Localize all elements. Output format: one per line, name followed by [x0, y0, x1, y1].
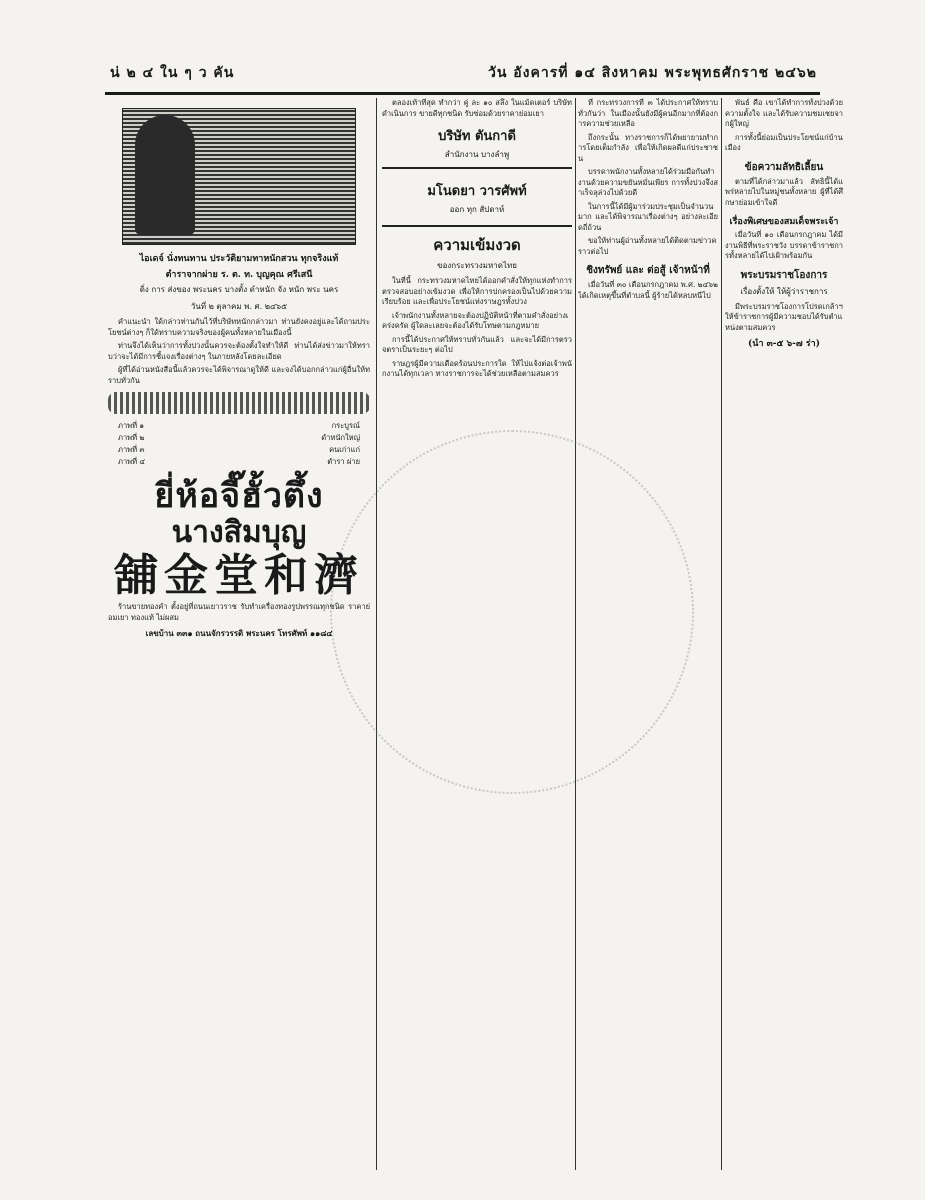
article-body: [108, 317, 370, 386]
paragraph: ในการนี้ได้มีผู้มาร่วมประชุมเป็นจำนวนมาก และได้พิจารณาเรื่องต่างๆ อย่างละเอียดถี่ถ้วน: [578, 201, 718, 232]
column-divider: [721, 98, 722, 1170]
picture-list: [108, 420, 370, 468]
continuation-note: (นำ ๓-๕ ๖-๗ ร่า): [748, 339, 820, 349]
column-3: [578, 98, 718, 1178]
news-body: เมื่อวันที่ ๓๐ เดือนกรกฎาคม พ.ศ. ๒๔๖๒ ได้เกิดเหตุขึ้นที่ตำบลนี้ ผู้ร้ายได้หลบหนีไป: [578, 280, 718, 300]
paragraph: พันธ์ คือ เขาได้ทำการทั้งปวงด้วยความตั้งใจ และได้รับความชมเชยจากผู้ใหญ่: [725, 98, 843, 128]
ornamental-banner: [108, 392, 370, 414]
paragraph: ที่ กระทรวงการที่ ๓ ได้ประกาศให้ทราบทั่วกันว่า ในเมืองนั้นยังมีผู้คนอีกมากที่ต้องการความช่วยเหลือ: [578, 98, 718, 128]
paragraph: ขอให้ท่านผู้อ่านทั้งหลายได้ติดตามข่าวคราวต่อไป: [578, 236, 717, 256]
column-divider: [575, 98, 576, 1170]
article-location: ดิ่ง การ ส่งของ พระนคร บางตั้ง ดำหนัก จัง หนัก พระ นคร: [139, 285, 339, 294]
portrait-caption: ไอเดจ์ นั่งทนทาน ประวัติยามทาหนักสวน ทุกจริงแท้: [139, 254, 339, 264]
article-body: [578, 98, 718, 257]
periodical-title: มโนดยา วารศัพท์: [427, 184, 527, 199]
list-item: ภาพที่ ๓ คนเก่าแก่: [118, 445, 360, 454]
header-date: วัน อังคารที่ ๑๔ สิงหาคม พระพุทธศักราช ๒๔๖๒: [487, 65, 817, 81]
paragraph: การนี้ได้ประกาศให้ทราบทั่วกันแล้ว และจะได้มีการตรวจตราเป็นระยะๆ ต่อไป: [382, 334, 572, 354]
article-body: [725, 98, 843, 154]
column-1: [108, 98, 370, 1178]
paragraph: ผู้ที่ได้อ่านหนังสือนี้แล้วควรจะได้พิจารณาดูให้ดี และจงได้บอกกล่าวแก่ผู้อื่นให้ทราบทั่วกัน: [108, 365, 370, 385]
ad-chinese-name: 舖金堂和濟: [114, 550, 364, 601]
company-name: บริษัท ตันกาดี: [438, 129, 516, 144]
list-item: ภาพที่ ๒ ดำหนักใหญ่: [118, 433, 360, 442]
periodical-sub: ออก ทุก สัปดาห์: [449, 205, 505, 214]
section-title: พระบรมราชโองการ: [740, 269, 828, 281]
shoe-advert-text: ตลองเท้าที่สุด ทำกว่า คู่ ละ ๑๐ สลึง ในแม้ดเตอร์ บริษัท ดำเนินการ ขายดีทุกชนิด รับซ่อมด้วยราคาย่อมเยา: [382, 98, 572, 118]
section-title: ข้อความลัทธิเลี้ยน: [744, 161, 824, 173]
ad-brand-thai: ยี่ห้อจี๊ฮั้วตึ้ง: [154, 476, 324, 516]
periodical-box: [382, 167, 572, 227]
ad-owner-name: นางสิมบุญ: [171, 515, 307, 550]
paragraph: ราษฎรผู้มีความเดือดร้อนประการใด ให้ไปแจ้งต่อเจ้าพนักงานได้ทุกเวลา ทางราชการจะได้ช่วยเหลือตามสมควร: [382, 358, 572, 378]
paragraph: ท่านจึงได้เห็นว่าการทั้งปวงนั้นควรจะต้องตั้งใจทำให้ดี ท่านได้ส่งข่าวมาให้ทราบว่าจะได้มีการชี้แจงเรื่องต่างๆ ในภายหลังโดยละเอียด: [108, 341, 370, 361]
section-subtitle: เรื่องตั้งให้ ให้ผู้ว่าราชการ: [740, 286, 828, 296]
paragraph: คำแนะนำ ใด้กล่าวท่านกันไว้ที่บริษัทหนักกล่าวมา ท่านยังคงอยู่และได้ถามประโยชน์ต่างๆ ก็ใด้ทราบความจริงของผู้คนทั้งหลายในเมืองนี้: [108, 317, 370, 337]
column-2: [382, 98, 572, 1178]
ad-address: เลขบ้าน ๓๓๑ ถนนจักรวรรดิ พระนคร โทรศัพท์ ๑๑๘๔: [145, 628, 333, 638]
ad-body: ร้านขายทองคำ ตั้งอยู่ที่ถนนเยาวราช รับทำเครื่องทองรูปพรรณทุกชนิด ราคาย่อมเยา ทองแท้ ไม่ผสม: [108, 602, 370, 622]
list-item: ภาพที่ ๔ ตำรา ผ่าย: [118, 457, 360, 466]
article-body: [382, 276, 572, 380]
article-subtitle: ของกระทรวงมหาดไทย: [437, 261, 517, 270]
figure-silhouette: [135, 115, 195, 235]
article-author: ตำราจากผ่าย ร. ต. ท. บุญคุณ ศรีเสนี: [165, 270, 313, 280]
list-item: ภาพที่ ๑ กระบูรณ์: [118, 421, 360, 430]
column-divider: [376, 98, 377, 1170]
paragraph: การทั้งนี้ย่อมเป็นประโยชน์แก่บ้านเมือง: [725, 132, 843, 152]
page-header: [110, 60, 817, 86]
paragraph: ถึงกระนั้น ทางราชการก็ได้พยายามทำการโดยเต็มกำลัง เพื่อให้เกิดผลดีแก่ประชาชน: [578, 132, 718, 163]
paragraph: เจ้าพนักงานทั้งหลายจะต้องปฏิบัติหน้าที่ตามคำสั่งอย่างเคร่งครัด ผู้ใดละเลยจะต้องได้รับโทษตามกฎหมาย: [382, 310, 569, 330]
company-location: สำนักงาน บางลำพู: [444, 150, 510, 159]
paragraph: บรรดาพนักงานทั้งหลายได้ร่วมมือกันทำงานด้วยความขยันหมั่นเพียร การทั้งปวงจึงสำเร็จลุล่วงไปด้วยดี: [578, 167, 718, 197]
article-date: วันที่ ๒ ตุลาคม พ. ศ. ๒๔๖๕: [190, 302, 288, 311]
article-title: ความเข้มงวด: [433, 236, 521, 254]
column-4: พันธ์ คือ เขาได้ทำการทั้งปวงด้วยความตั้งใจ และได้รับความชมเชยจากผู้ใหญ่ การทั้งนี้ย่อมเป็นประโยชน์แก่บ้านเมือง ข้อความลัทธิเลี้ยน ตามที่ได้กล่าวมาแล้ว ลัทธินี้ได้แพร่หลายไปในหมู่ชนทั้งหลาย ผู้ที่ได้ศึกษาย่อมเข้าใจดี เรื่องพิเศษของสมเด็จพระเจ้า เมื่อวันที่ ๑๐ เดือนกรกฎาคม ได้มีงานพิธีที่พระราชวัง บรรดาข้าราชการทั้งหลายได้ไปเฝ้าพร้อมกัน พระบรมราชโองการ เรื่องตั้งให้ ให้ผู้ว่าราชการ มีพระบรมราชโองการโปรดเกล้าฯ ให้ข้าราชการผู้มีความชอบได้รับตำแหน่งตามสมควร (นำ ๓-๕ ๖-๗ ร่า): [725, 98, 843, 349]
section-title: เรื่องพิเศษของสมเด็จพระเจ้า: [729, 217, 839, 227]
news-headline: ชิงทรัพย์ และ ต่อสู้ เจ้าหน้าที่: [586, 265, 710, 276]
gold-shop-advertisement: [108, 476, 370, 602]
header-rule: [105, 92, 820, 95]
portrait-illustration: [122, 108, 356, 245]
header-left: น่ ๒ ๔ ใน ๆ ว คัน: [110, 65, 235, 81]
paragraph: ในที่นี้ กระทรวงมหาดไทยได้ออกคำสั่งให้ทุกแห่งทำการตรวจสอบอย่างเข้มงวด เพื่อให้การปกครองเป็นไปด้วยความเรียบร้อย และเพื่อประโยชน์แห่งราษฎรทั้งปวง: [382, 276, 572, 306]
